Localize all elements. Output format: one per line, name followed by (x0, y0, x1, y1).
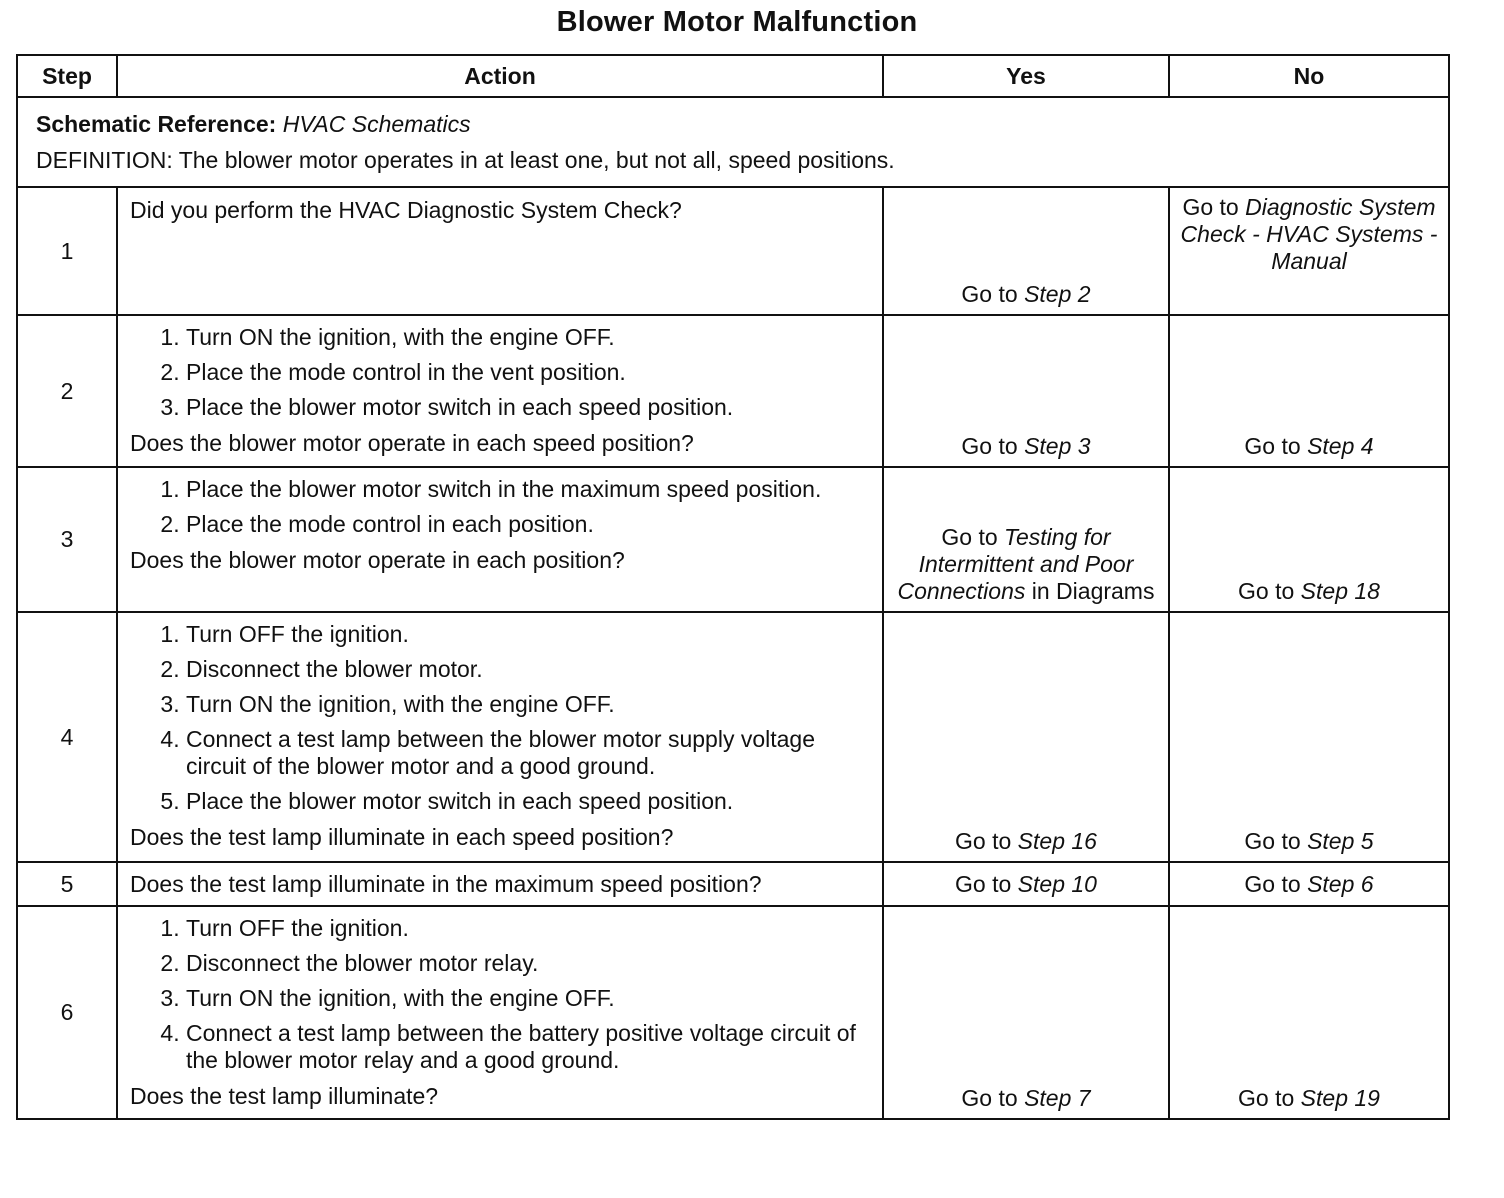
yes-cell (883, 612, 1169, 862)
yes-prefix: Go to (961, 281, 1018, 307)
action-cell (117, 187, 883, 315)
no-link[interactable]: Step 18 (1300, 578, 1380, 604)
yes-prefix: Go to (961, 433, 1018, 459)
action-step-item: 2. Disconnect the blower motor relay. (186, 950, 872, 977)
action-question: Does the test lamp illuminate? (130, 1083, 439, 1109)
table-row (17, 612, 1449, 862)
yes-cell (883, 315, 1169, 467)
no-link[interactable]: Diagnostic System Check - HVAC Systems - Manual (1180, 194, 1438, 274)
step-number: 2 (17, 315, 117, 467)
no-link[interactable]: Step 19 (1300, 1085, 1380, 1111)
action-question: Does the test lamp illuminate in the maximum speed position? (130, 871, 762, 897)
header-action: Action (117, 55, 883, 97)
action-step-item: 1. Place the blower motor switch in the maximum speed position. (186, 476, 872, 503)
no-cell (1169, 467, 1449, 612)
header-no: No (1169, 55, 1449, 97)
action-step-item: 2. Place the mode control in the vent position. (186, 359, 872, 386)
page-title: Blower Motor Malfunction (556, 6, 918, 38)
no-link[interactable]: Step 5 (1307, 828, 1374, 854)
action-cell (117, 612, 883, 862)
no-cell (1169, 862, 1449, 906)
table-row (17, 906, 1449, 1119)
yes-suffix: in Diagrams (1031, 578, 1155, 604)
header-yes: Yes (883, 55, 1169, 97)
action-question: Did you perform the HVAC Diagnostic System Check? (130, 197, 682, 223)
diagnostic-table (16, 54, 1450, 1120)
yes-link[interactable]: Step 3 (1024, 433, 1091, 459)
no-prefix: Go to (1244, 828, 1301, 854)
no-cell (1169, 612, 1449, 862)
yes-link[interactable]: Step 10 (1017, 870, 1097, 897)
yes-link[interactable]: Step 16 (1017, 828, 1097, 854)
no-link[interactable]: Step 6 (1307, 870, 1374, 897)
yes-link[interactable]: Step 7 (1024, 1085, 1091, 1111)
action-cell (117, 862, 883, 906)
table-header-row (17, 55, 1449, 97)
action-cell (117, 467, 883, 612)
action-step-item: 1. Turn OFF the ignition. (186, 621, 872, 648)
action-question: Does the blower motor operate in each position? (130, 547, 625, 573)
no-prefix: Go to (1182, 194, 1239, 220)
table-row (17, 467, 1449, 612)
yes-cell (883, 862, 1169, 906)
action-step-item: 2. Disconnect the blower motor. (186, 656, 872, 683)
reference-row (17, 97, 1449, 187)
no-cell (1169, 315, 1449, 467)
action-step-item: 3. Turn ON the ignition, with the engine OFF. (186, 691, 872, 718)
schematic-link[interactable]: HVAC Schematics (282, 111, 471, 137)
definition-text: DEFINITION: The blower motor operates in at least one, but not all, speed positions. (36, 147, 895, 173)
no-prefix: Go to (1238, 578, 1295, 604)
action-cell (117, 315, 883, 467)
yes-link[interactable]: Testing for Intermittent and Poor Connections (897, 524, 1134, 604)
action-question: Does the test lamp illuminate in each speed position? (130, 824, 674, 850)
action-steps (130, 621, 872, 815)
table-row (17, 315, 1449, 467)
yes-prefix: Go to (941, 524, 998, 550)
action-steps (130, 476, 872, 538)
action-step-item: 5. Place the blower motor switch in each speed position. (186, 788, 872, 815)
step-number: 6 (17, 906, 117, 1119)
yes-prefix: Go to (955, 828, 1012, 854)
action-step-item: 4. Connect a test lamp between the blower motor supply voltage circuit of the blower motor and a good ground. (186, 726, 872, 780)
action-step-item: 1. Turn ON the ignition, with the engine OFF. (186, 324, 872, 351)
yes-cell (883, 906, 1169, 1119)
table-row (17, 862, 1449, 906)
action-question: Does the blower motor operate in each speed position? (130, 430, 694, 456)
yes-prefix: Go to (955, 870, 1012, 897)
no-prefix: Go to (1238, 1085, 1295, 1111)
step-number: 4 (17, 612, 117, 862)
yes-cell (883, 467, 1169, 612)
yes-link[interactable]: Step 2 (1024, 281, 1091, 307)
no-link[interactable]: Step 4 (1307, 433, 1374, 459)
yes-prefix: Go to (961, 1085, 1018, 1111)
no-prefix: Go to (1244, 870, 1301, 897)
step-number: 1 (17, 187, 117, 315)
no-prefix: Go to (1244, 433, 1301, 459)
action-step-item: 1. Turn OFF the ignition. (186, 915, 872, 942)
header-step: Step (17, 55, 117, 97)
step-number: 3 (17, 467, 117, 612)
no-cell (1169, 187, 1449, 315)
yes-cell (883, 187, 1169, 315)
action-steps (130, 324, 872, 421)
action-step-item: 3. Place the blower motor switch in each speed position. (186, 394, 872, 421)
table-row (17, 187, 1449, 315)
action-step-item: 3. Turn ON the ignition, with the engine OFF. (186, 985, 872, 1012)
action-step-item: 4. Connect a test lamp between the battery positive voltage circuit of the blower motor relay and a good ground. (186, 1020, 872, 1074)
action-step-item: 2. Place the mode control in each position. (186, 511, 872, 538)
reference-label: Schematic Reference: (36, 111, 277, 137)
action-cell (117, 906, 883, 1119)
no-cell (1169, 906, 1449, 1119)
reference-cell (17, 97, 1449, 187)
action-steps (130, 915, 872, 1074)
step-number: 5 (17, 862, 117, 906)
